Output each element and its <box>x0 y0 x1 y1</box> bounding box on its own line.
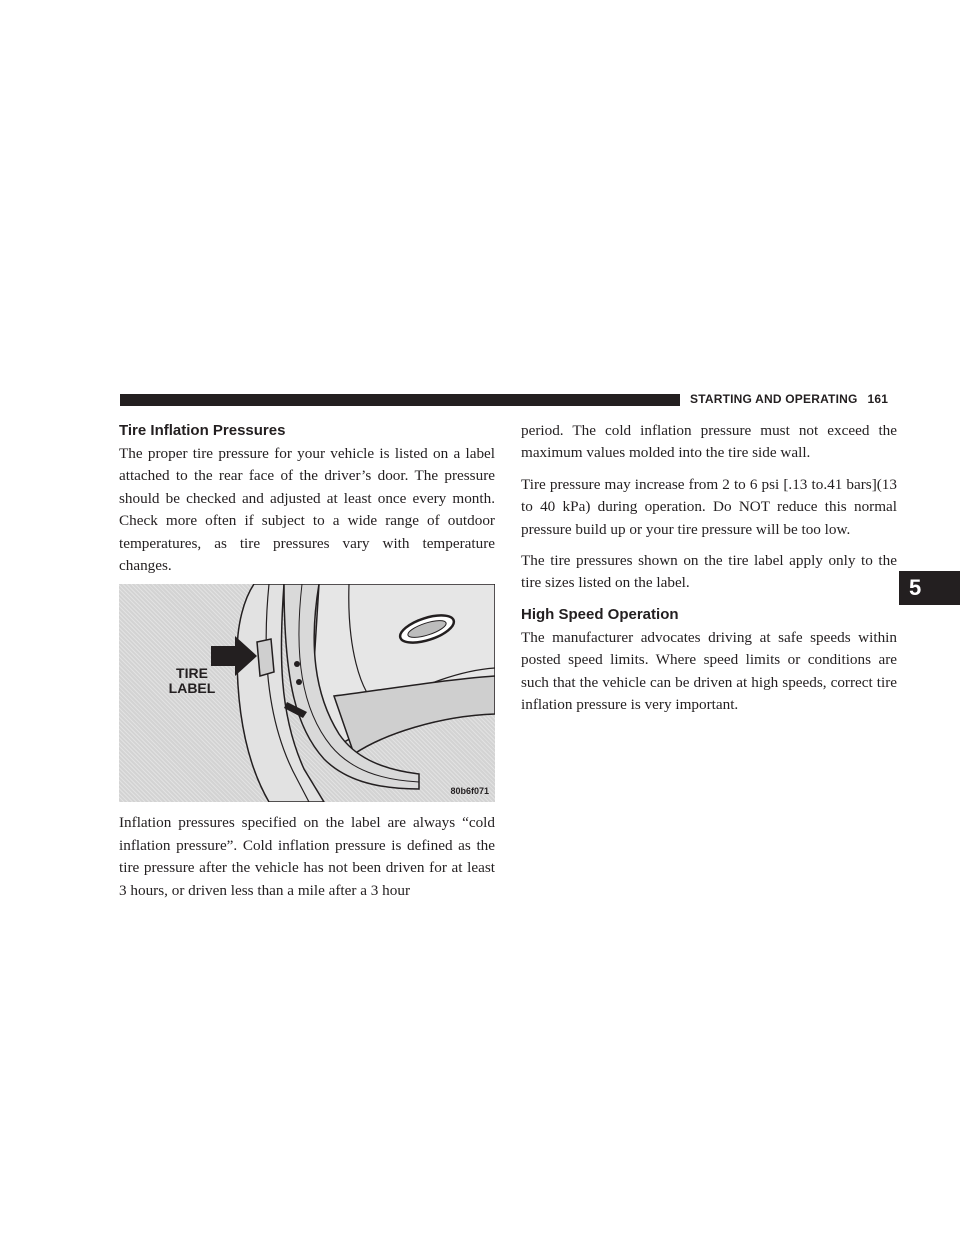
body-paragraph: Inflation pressures specified on the label are always “cold inflation pressure”. Cold inflation pressure is defined as the tire pressure after the vehicle has not been driven for at least 3 hours, or driven less than a mile after a 3 hour <box>119 814 495 899</box>
page-number: 161 <box>867 392 889 406</box>
body-paragraph: The manufacturer advocates driving at safe speeds within posted speed limits. Where speed limits or conditions are such that the vehicle can be driven at high speeds, correct tire inflation pressure is very important. <box>521 628 897 714</box>
section-title: STARTING AND OPERATING <box>690 392 858 406</box>
body-paragraph: period. The cold inflation pressure must not exceed the maximum values molded into the tire side wall. <box>521 422 897 462</box>
figure-code: 80b6f071 <box>450 786 489 797</box>
chapter-tab: 5 <box>899 571 960 605</box>
callout-line-2: LABEL <box>168 680 216 697</box>
right-column <box>521 420 897 716</box>
tire-label-callout <box>157 666 227 696</box>
section-heading-tire-inflation: Tire Inflation Pressures <box>119 422 286 439</box>
header-rule <box>120 394 680 406</box>
body-paragraph: Tire pressure may increase from 2 to 6 psi [.13 to.41 bars](13 to 40 kPa) during operation. Do NOT reduce this normal pressure build up or your tire pressure will be too low. <box>521 475 897 538</box>
running-header <box>690 392 888 406</box>
left-column <box>119 421 495 902</box>
tire-label-figure <box>119 584 495 802</box>
section-heading-high-speed: High Speed Operation <box>521 605 679 623</box>
body-paragraph: The proper tire pressure for your vehicle is listed on a label attached to the rear face of the driver’s door. The pressure should be checked and adjusted at least once every month. Check more often if subject to a wide range of outdoor temperatures, as tire pressures vary with temperature changes. <box>119 445 495 575</box>
body-paragraph: The tire pressures shown on the tire label apply only to the tire sizes listed on the label. <box>521 552 897 592</box>
callout-line-1: TIRE <box>176 665 208 682</box>
